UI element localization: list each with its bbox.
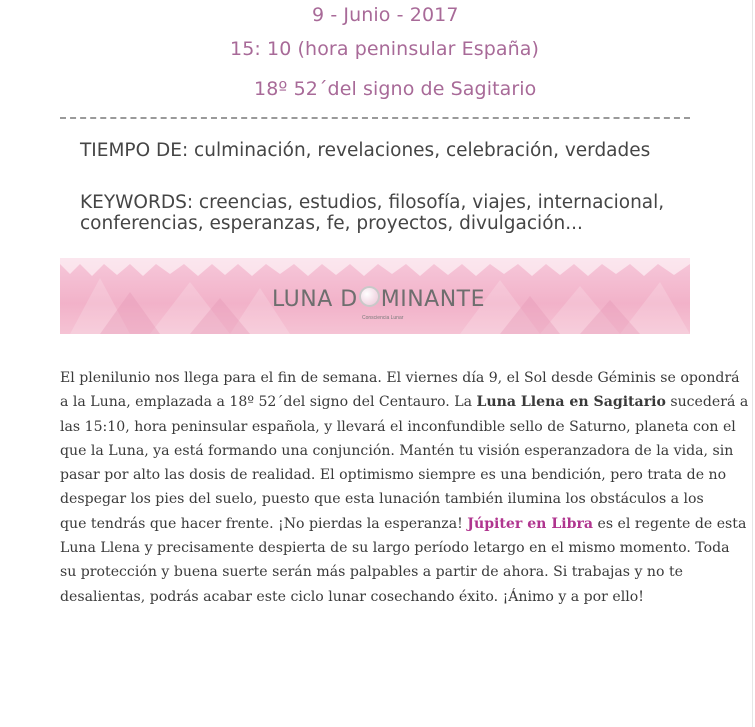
article-text: sucederá a: [665, 394, 749, 411]
article-line: que la Luna, ya está formando una conjunción. Mantén tu visión esperanzadora de la vida, sin: [60, 442, 734, 459]
article-paragraph: [60, 366, 749, 609]
banner-title-part2: MINANTE: [380, 287, 485, 312]
article-line: desalientas, podrás acabar este ciclo lunar cosechando éxito. ¡Ánimo y a por ello!: [60, 588, 644, 605]
moon-icon: [359, 286, 380, 307]
article-line: su protección y buena suerte serán más palpables a partir de ahora. Si trabajas y no te: [60, 564, 683, 581]
banner-subtitle: Consciencia Lunar: [362, 315, 404, 321]
luna-llena-highlight: Luna Llena en Sagitario: [476, 394, 666, 411]
article-line: pasar por alto las dosis de realidad. El optimismo siempre es una bendición, pero trata de no: [60, 467, 727, 484]
luna-dominante-banner: [60, 258, 690, 334]
article-line: despegar los pies del suelo, puesto que esta lunación también ilumina los obstáculos a los: [60, 491, 704, 508]
page-right-border: [752, 0, 753, 727]
article-text: a la Luna, emplazada a 18º 52´del signo del Centauro. La: [60, 394, 477, 411]
event-sign: 18º 52´del signo de Sagitario: [254, 78, 537, 100]
article-line: [60, 512, 747, 536]
tiempo-line: TIEMPO DE: culminación, revelaciones, celebración, verdades: [80, 140, 651, 161]
dashed-divider: [60, 117, 690, 119]
article-line: Luna Llena y precisamente despierta de su largo período letargo en el mismo momento. Toda: [60, 540, 730, 557]
event-date: 9 - Junio - 2017: [312, 4, 459, 26]
article-line: [60, 390, 749, 414]
keywords-line-1: KEYWORDS: creencias, estudios, filosofía, viajes, internacional,: [80, 192, 665, 213]
article-text: es el regente de esta: [593, 515, 747, 532]
article-text: que tendrás que hacer frente. ¡No pierdas la esperanza!: [60, 515, 468, 532]
banner-title-part1: LUNA D: [272, 287, 358, 312]
article-line: El plenilunio nos llega para el fin de semana. El viernes día 9, el Sol desde Géminis se opondrá: [60, 370, 740, 386]
article-line: las 15:10, hora peninsular española, y llevará el inconfundible sello de Saturno, planeta con el: [60, 418, 736, 435]
keywords-line-2: conferencias, esperanzas, fe, proyectos, divulgación...: [80, 213, 583, 234]
jupiter-en-libra-link[interactable]: Júpiter en Libra: [467, 515, 594, 532]
banner-title: [272, 286, 485, 312]
event-hour: 15: 10 (hora peninsular España): [230, 38, 540, 60]
